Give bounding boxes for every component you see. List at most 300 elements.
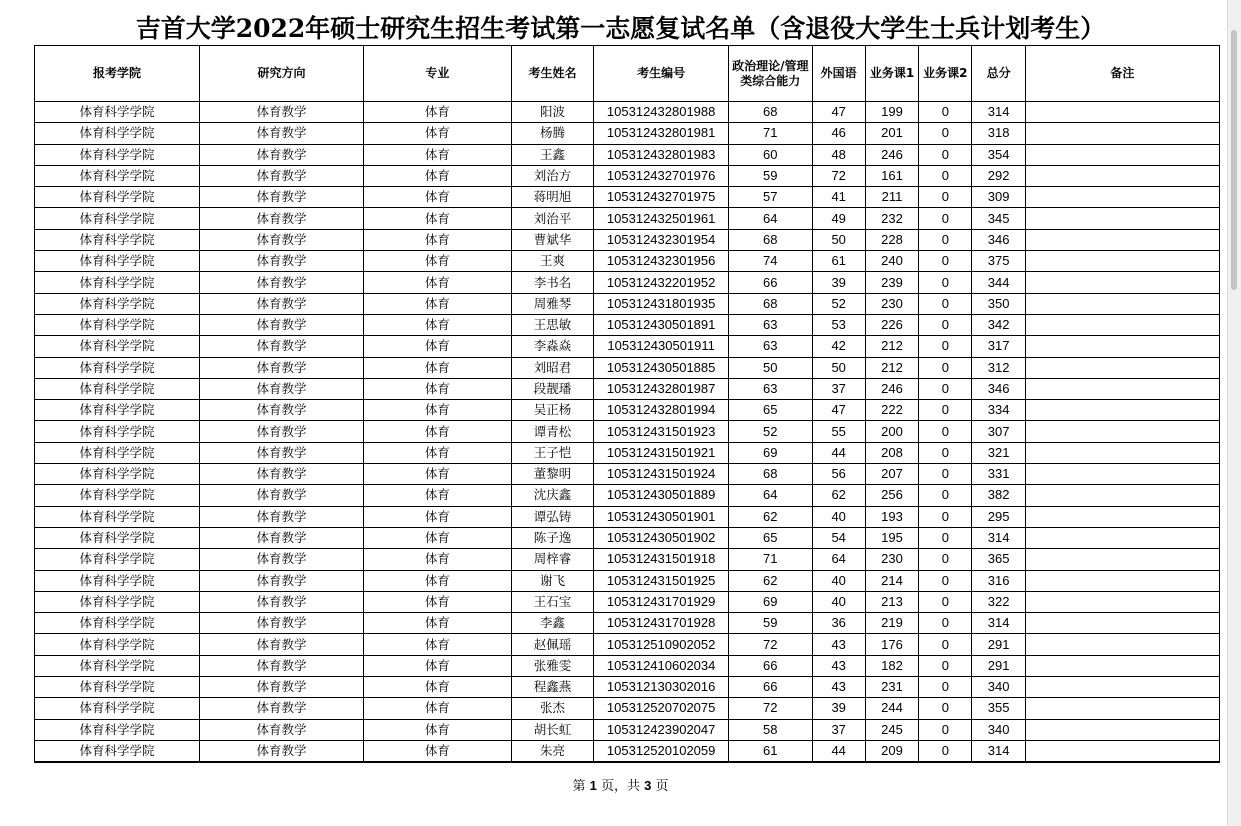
- cell-politics: 63: [729, 314, 812, 335]
- cell-name: 杨腾: [511, 123, 593, 144]
- cell-subject2: 0: [919, 229, 972, 250]
- cell-direction: 体育教学: [199, 527, 363, 548]
- cell-politics: 63: [729, 378, 812, 399]
- cell-direction: 体育教学: [199, 655, 363, 676]
- cell-major: 体育: [363, 314, 511, 335]
- cell-politics: 71: [729, 123, 812, 144]
- cell-college: 体育科学学院: [35, 293, 200, 314]
- table-row: [35, 719, 1220, 740]
- cell-subject2: 0: [919, 591, 972, 612]
- cell-remark: [1025, 527, 1219, 548]
- cell-total: 292: [972, 165, 1025, 186]
- cell-college: 体育科学学院: [35, 314, 200, 335]
- cell-politics: 68: [729, 293, 812, 314]
- cell-subject2: 0: [919, 314, 972, 335]
- cell-subject1: 226: [865, 314, 918, 335]
- cell-name: 曹斌华: [511, 229, 593, 250]
- cell-major: 体育: [363, 698, 511, 719]
- cell-politics: 66: [729, 677, 812, 698]
- cell-major: 体育: [363, 506, 511, 527]
- cell-foreign: 50: [812, 229, 865, 250]
- cell-name: 朱亮: [511, 740, 593, 762]
- cell-direction: 体育教学: [199, 740, 363, 762]
- table-row: [35, 698, 1220, 719]
- cell-subject1: 195: [865, 527, 918, 548]
- cell-exam-id: 105312431801935: [594, 293, 729, 314]
- cell-total: 344: [972, 272, 1025, 293]
- cell-college: 体育科学学院: [35, 655, 200, 676]
- cell-name: 吴正杨: [511, 400, 593, 421]
- cell-exam-id: 105312431501921: [594, 442, 729, 463]
- table-row: [35, 357, 1220, 378]
- cell-politics: 59: [729, 165, 812, 186]
- cell-total: 346: [972, 229, 1025, 250]
- page-total: 3: [644, 778, 652, 793]
- cell-college: 体育科学学院: [35, 400, 200, 421]
- cell-direction: 体育教学: [199, 272, 363, 293]
- cell-name: 王子恺: [511, 442, 593, 463]
- cell-subject2: 0: [919, 677, 972, 698]
- cell-total: 355: [972, 698, 1025, 719]
- cell-subject2: 0: [919, 719, 972, 740]
- cell-remark: [1025, 613, 1219, 634]
- cell-direction: 体育教学: [199, 549, 363, 570]
- cell-subject2: 0: [919, 251, 972, 272]
- header-remark: 备注: [1025, 46, 1219, 102]
- header-foreign: 外国语: [812, 46, 865, 102]
- cell-remark: [1025, 123, 1219, 144]
- cell-name: 李书名: [511, 272, 593, 293]
- cell-foreign: 40: [812, 506, 865, 527]
- cell-major: 体育: [363, 123, 511, 144]
- cell-name: 王鑫: [511, 144, 593, 165]
- table-row: [35, 208, 1220, 229]
- cell-subject2: 0: [919, 485, 972, 506]
- table-row: [35, 464, 1220, 485]
- cell-major: 体育: [363, 144, 511, 165]
- table-row: [35, 591, 1220, 612]
- cell-subject2: 0: [919, 378, 972, 399]
- cell-remark: [1025, 229, 1219, 250]
- table-row: [35, 549, 1220, 570]
- cell-college: 体育科学学院: [35, 421, 200, 442]
- cell-name: 刘昭君: [511, 357, 593, 378]
- cell-total: 321: [972, 442, 1025, 463]
- page-middle: 页，共: [596, 779, 645, 794]
- cell-major: 体育: [363, 293, 511, 314]
- table-row: [35, 102, 1220, 123]
- table-header-row: [35, 46, 1220, 102]
- cell-subject2: 0: [919, 740, 972, 762]
- cell-politics: 69: [729, 442, 812, 463]
- cell-college: 体育科学学院: [35, 719, 200, 740]
- cell-subject2: 0: [919, 442, 972, 463]
- cell-subject1: 199: [865, 102, 918, 123]
- cell-politics: 66: [729, 655, 812, 676]
- cell-remark: [1025, 102, 1219, 123]
- cell-direction: 体育教学: [199, 251, 363, 272]
- table-row: [35, 655, 1220, 676]
- header-subject1: 业务课1: [865, 46, 918, 102]
- cell-total: 350: [972, 293, 1025, 314]
- cell-politics: 63: [729, 336, 812, 357]
- cell-direction: 体育教学: [199, 336, 363, 357]
- cell-subject1: 213: [865, 591, 918, 612]
- cell-exam-id: 105312520102059: [594, 740, 729, 762]
- cell-major: 体育: [363, 655, 511, 676]
- cell-total: 314: [972, 527, 1025, 548]
- cell-remark: [1025, 655, 1219, 676]
- table-row: [35, 677, 1220, 698]
- cell-foreign: 43: [812, 655, 865, 676]
- cell-politics: 66: [729, 272, 812, 293]
- cell-total: 309: [972, 187, 1025, 208]
- cell-direction: 体育教学: [199, 123, 363, 144]
- cell-subject1: 244: [865, 698, 918, 719]
- cell-subject1: 239: [865, 272, 918, 293]
- cell-direction: 体育教学: [199, 485, 363, 506]
- cell-college: 体育科学学院: [35, 698, 200, 719]
- cell-exam-id: 105312431701929: [594, 591, 729, 612]
- cell-remark: [1025, 740, 1219, 762]
- cell-total: 312: [972, 357, 1025, 378]
- cell-college: 体育科学学院: [35, 378, 200, 399]
- cell-remark: [1025, 165, 1219, 186]
- cell-remark: [1025, 570, 1219, 591]
- cell-exam-id: 105312431501924: [594, 464, 729, 485]
- cell-major: 体育: [363, 400, 511, 421]
- cell-total: 346: [972, 378, 1025, 399]
- cell-subject2: 0: [919, 527, 972, 548]
- table-row: [35, 229, 1220, 250]
- cell-foreign: 48: [812, 144, 865, 165]
- table-row: [35, 144, 1220, 165]
- table-row: [35, 165, 1220, 186]
- cell-direction: 体育教学: [199, 591, 363, 612]
- cell-politics: 62: [729, 570, 812, 591]
- cell-major: 体育: [363, 251, 511, 272]
- cell-foreign: 56: [812, 464, 865, 485]
- cell-remark: [1025, 677, 1219, 698]
- cell-college: 体育科学学院: [35, 187, 200, 208]
- cell-subject1: 231: [865, 677, 918, 698]
- cell-direction: 体育教学: [199, 506, 363, 527]
- cell-exam-id: 105312430501902: [594, 527, 729, 548]
- cell-politics: 58: [729, 719, 812, 740]
- cell-direction: 体育教学: [199, 378, 363, 399]
- cell-subject1: 207: [865, 464, 918, 485]
- cell-name: 胡长虹: [511, 719, 593, 740]
- cell-major: 体育: [363, 272, 511, 293]
- cell-total: 295: [972, 506, 1025, 527]
- cell-total: 291: [972, 655, 1025, 676]
- cell-exam-id: 105312432801994: [594, 400, 729, 421]
- cell-exam-id: 105312432801981: [594, 123, 729, 144]
- cell-remark: [1025, 634, 1219, 655]
- cell-name: 周梓睿: [511, 549, 593, 570]
- cell-name: 张雅雯: [511, 655, 593, 676]
- table-row: [35, 272, 1220, 293]
- cell-subject1: 193: [865, 506, 918, 527]
- cell-exam-id: 105312431701928: [594, 613, 729, 634]
- cell-politics: 72: [729, 698, 812, 719]
- cell-remark: [1025, 208, 1219, 229]
- cell-major: 体育: [363, 485, 511, 506]
- cell-foreign: 53: [812, 314, 865, 335]
- cell-direction: 体育教学: [199, 698, 363, 719]
- cell-subject1: 228: [865, 229, 918, 250]
- cell-foreign: 55: [812, 421, 865, 442]
- table-row: [35, 251, 1220, 272]
- cell-foreign: 50: [812, 357, 865, 378]
- cell-subject1: 208: [865, 442, 918, 463]
- cell-foreign: 36: [812, 613, 865, 634]
- cell-politics: 57: [729, 187, 812, 208]
- table-row: [35, 442, 1220, 463]
- cell-name: 谭弘铸: [511, 506, 593, 527]
- cell-name: 陈子逸: [511, 527, 593, 548]
- cell-foreign: 44: [812, 442, 865, 463]
- cell-politics: 68: [729, 229, 812, 250]
- cell-name: 阳波: [511, 102, 593, 123]
- cell-name: 谢飞: [511, 570, 593, 591]
- cell-politics: 60: [729, 144, 812, 165]
- cell-subject2: 0: [919, 187, 972, 208]
- cell-subject2: 0: [919, 634, 972, 655]
- table-row: [35, 527, 1220, 548]
- cell-college: 体育科学学院: [35, 442, 200, 463]
- cell-name: 周雅琴: [511, 293, 593, 314]
- table-row: [35, 634, 1220, 655]
- header-exam-id: 考生编号: [594, 46, 729, 102]
- cell-exam-id: 105312432801988: [594, 102, 729, 123]
- cell-exam-id: 105312430501889: [594, 485, 729, 506]
- table-row: [35, 570, 1220, 591]
- cell-foreign: 49: [812, 208, 865, 229]
- header-politics: 政治理论/管理类综合能力: [729, 46, 812, 102]
- cell-exam-id: 105312432301956: [594, 251, 729, 272]
- cell-name: 谭青松: [511, 421, 593, 442]
- cell-direction: 体育教学: [199, 357, 363, 378]
- cell-politics: 52: [729, 421, 812, 442]
- header-major: 专业: [363, 46, 511, 102]
- cell-subject2: 0: [919, 144, 972, 165]
- header-total: 总分: [972, 46, 1025, 102]
- page-number: [0, 775, 1241, 794]
- cell-total: 307: [972, 421, 1025, 442]
- cell-politics: 62: [729, 506, 812, 527]
- cell-politics: 72: [729, 634, 812, 655]
- cell-remark: [1025, 293, 1219, 314]
- cell-politics: 50: [729, 357, 812, 378]
- cell-major: 体育: [363, 165, 511, 186]
- cell-major: 体育: [363, 357, 511, 378]
- cell-subject2: 0: [919, 102, 972, 123]
- table-row: [35, 293, 1220, 314]
- table-row: [35, 740, 1220, 762]
- cell-foreign: 40: [812, 570, 865, 591]
- cell-major: 体育: [363, 570, 511, 591]
- cell-remark: [1025, 464, 1219, 485]
- cell-foreign: 40: [812, 591, 865, 612]
- cell-name: 刘治平: [511, 208, 593, 229]
- cell-major: 体育: [363, 421, 511, 442]
- header-direction: 研究方向: [199, 46, 363, 102]
- cell-subject1: 212: [865, 357, 918, 378]
- cell-major: 体育: [363, 719, 511, 740]
- cell-subject2: 0: [919, 464, 972, 485]
- cell-politics: 69: [729, 591, 812, 612]
- cell-subject2: 0: [919, 698, 972, 719]
- cell-total: 375: [972, 251, 1025, 272]
- cell-college: 体育科学学院: [35, 102, 200, 123]
- cell-subject2: 0: [919, 613, 972, 634]
- cell-college: 体育科学学院: [35, 570, 200, 591]
- cell-exam-id: 105312510902052: [594, 634, 729, 655]
- cell-name: 赵佩瑶: [511, 634, 593, 655]
- cell-subject1: 256: [865, 485, 918, 506]
- cell-direction: 体育教学: [199, 421, 363, 442]
- cell-subject2: 0: [919, 421, 972, 442]
- cell-major: 体育: [363, 336, 511, 357]
- cell-direction: 体育教学: [199, 464, 363, 485]
- cell-total: 314: [972, 613, 1025, 634]
- cell-direction: 体育教学: [199, 144, 363, 165]
- cell-college: 体育科学学院: [35, 549, 200, 570]
- cell-subject1: 214: [865, 570, 918, 591]
- cell-total: 382: [972, 485, 1025, 506]
- cell-exam-id: 105312432801983: [594, 144, 729, 165]
- cell-remark: [1025, 719, 1219, 740]
- cell-subject1: 230: [865, 549, 918, 570]
- cell-remark: [1025, 400, 1219, 421]
- cell-politics: 64: [729, 208, 812, 229]
- table-row: [35, 314, 1220, 335]
- table-row: [35, 421, 1220, 442]
- cell-foreign: 46: [812, 123, 865, 144]
- cell-major: 体育: [363, 464, 511, 485]
- cell-college: 体育科学学院: [35, 591, 200, 612]
- cell-remark: [1025, 336, 1219, 357]
- scrollbar-thumb[interactable]: [1231, 30, 1237, 290]
- cell-name: 刘治方: [511, 165, 593, 186]
- cell-remark: [1025, 272, 1219, 293]
- cell-total: 316: [972, 570, 1025, 591]
- cell-politics: 74: [729, 251, 812, 272]
- cell-total: 354: [972, 144, 1025, 165]
- cell-subject2: 0: [919, 208, 972, 229]
- cell-name: 沈庆鑫: [511, 485, 593, 506]
- cell-direction: 体育教学: [199, 102, 363, 123]
- cell-name: 王思敏: [511, 314, 593, 335]
- cell-total: 342: [972, 314, 1025, 335]
- page-current: 1: [589, 778, 597, 793]
- cell-subject2: 0: [919, 570, 972, 591]
- cell-exam-id: 105312432701976: [594, 165, 729, 186]
- cell-total: 345: [972, 208, 1025, 229]
- cell-foreign: 37: [812, 719, 865, 740]
- cell-remark: [1025, 591, 1219, 612]
- cell-exam-id: 105312423902047: [594, 719, 729, 740]
- cell-direction: 体育教学: [199, 634, 363, 655]
- cell-name: 李鑫: [511, 613, 593, 634]
- cell-college: 体育科学学院: [35, 677, 200, 698]
- cell-subject1: 222: [865, 400, 918, 421]
- cell-politics: 65: [729, 400, 812, 421]
- cell-remark: [1025, 698, 1219, 719]
- cell-exam-id: 105312432801987: [594, 378, 729, 399]
- table-row: [35, 506, 1220, 527]
- cell-subject1: 176: [865, 634, 918, 655]
- cell-major: 体育: [363, 740, 511, 762]
- cell-foreign: 61: [812, 251, 865, 272]
- cell-exam-id: 105312431501918: [594, 549, 729, 570]
- cell-subject2: 0: [919, 272, 972, 293]
- cell-subject1: 182: [865, 655, 918, 676]
- cell-exam-id: 105312432501961: [594, 208, 729, 229]
- cell-total: 291: [972, 634, 1025, 655]
- cell-subject1: 219: [865, 613, 918, 634]
- cell-total: 314: [972, 102, 1025, 123]
- cell-total: 340: [972, 719, 1025, 740]
- cell-major: 体育: [363, 634, 511, 655]
- cell-remark: [1025, 442, 1219, 463]
- cell-college: 体育科学学院: [35, 208, 200, 229]
- cell-subject1: 200: [865, 421, 918, 442]
- cell-foreign: 54: [812, 527, 865, 548]
- vertical-scrollbar[interactable]: [1227, 0, 1241, 826]
- cell-subject1: 201: [865, 123, 918, 144]
- table-row: [35, 123, 1220, 144]
- cell-foreign: 37: [812, 378, 865, 399]
- table-row: [35, 187, 1220, 208]
- cell-foreign: 43: [812, 634, 865, 655]
- cell-direction: 体育教学: [199, 442, 363, 463]
- cell-total: 340: [972, 677, 1025, 698]
- cell-name: 李淼焱: [511, 336, 593, 357]
- cell-college: 体育科学学院: [35, 740, 200, 762]
- cell-total: 318: [972, 123, 1025, 144]
- cell-subject2: 0: [919, 336, 972, 357]
- cell-subject2: 0: [919, 357, 972, 378]
- cell-major: 体育: [363, 378, 511, 399]
- cell-politics: 61: [729, 740, 812, 762]
- cell-college: 体育科学学院: [35, 123, 200, 144]
- cell-direction: 体育教学: [199, 165, 363, 186]
- cell-exam-id: 105312520702075: [594, 698, 729, 719]
- cell-subject1: 161: [865, 165, 918, 186]
- cell-total: 365: [972, 549, 1025, 570]
- cell-subject1: 246: [865, 378, 918, 399]
- cell-remark: [1025, 485, 1219, 506]
- cell-total: 334: [972, 400, 1025, 421]
- cell-college: 体育科学学院: [35, 634, 200, 655]
- cell-subject2: 0: [919, 549, 972, 570]
- cell-total: 317: [972, 336, 1025, 357]
- cell-politics: 65: [729, 527, 812, 548]
- cell-subject1: 240: [865, 251, 918, 272]
- cell-politics: 59: [729, 613, 812, 634]
- cell-direction: 体育教学: [199, 613, 363, 634]
- cell-college: 体育科学学院: [35, 485, 200, 506]
- cell-politics: 71: [729, 549, 812, 570]
- cell-remark: [1025, 378, 1219, 399]
- cell-major: 体育: [363, 677, 511, 698]
- cell-exam-id: 105312431501923: [594, 421, 729, 442]
- cell-exam-id: 105312130302016: [594, 677, 729, 698]
- cell-foreign: 52: [812, 293, 865, 314]
- cell-total: 322: [972, 591, 1025, 612]
